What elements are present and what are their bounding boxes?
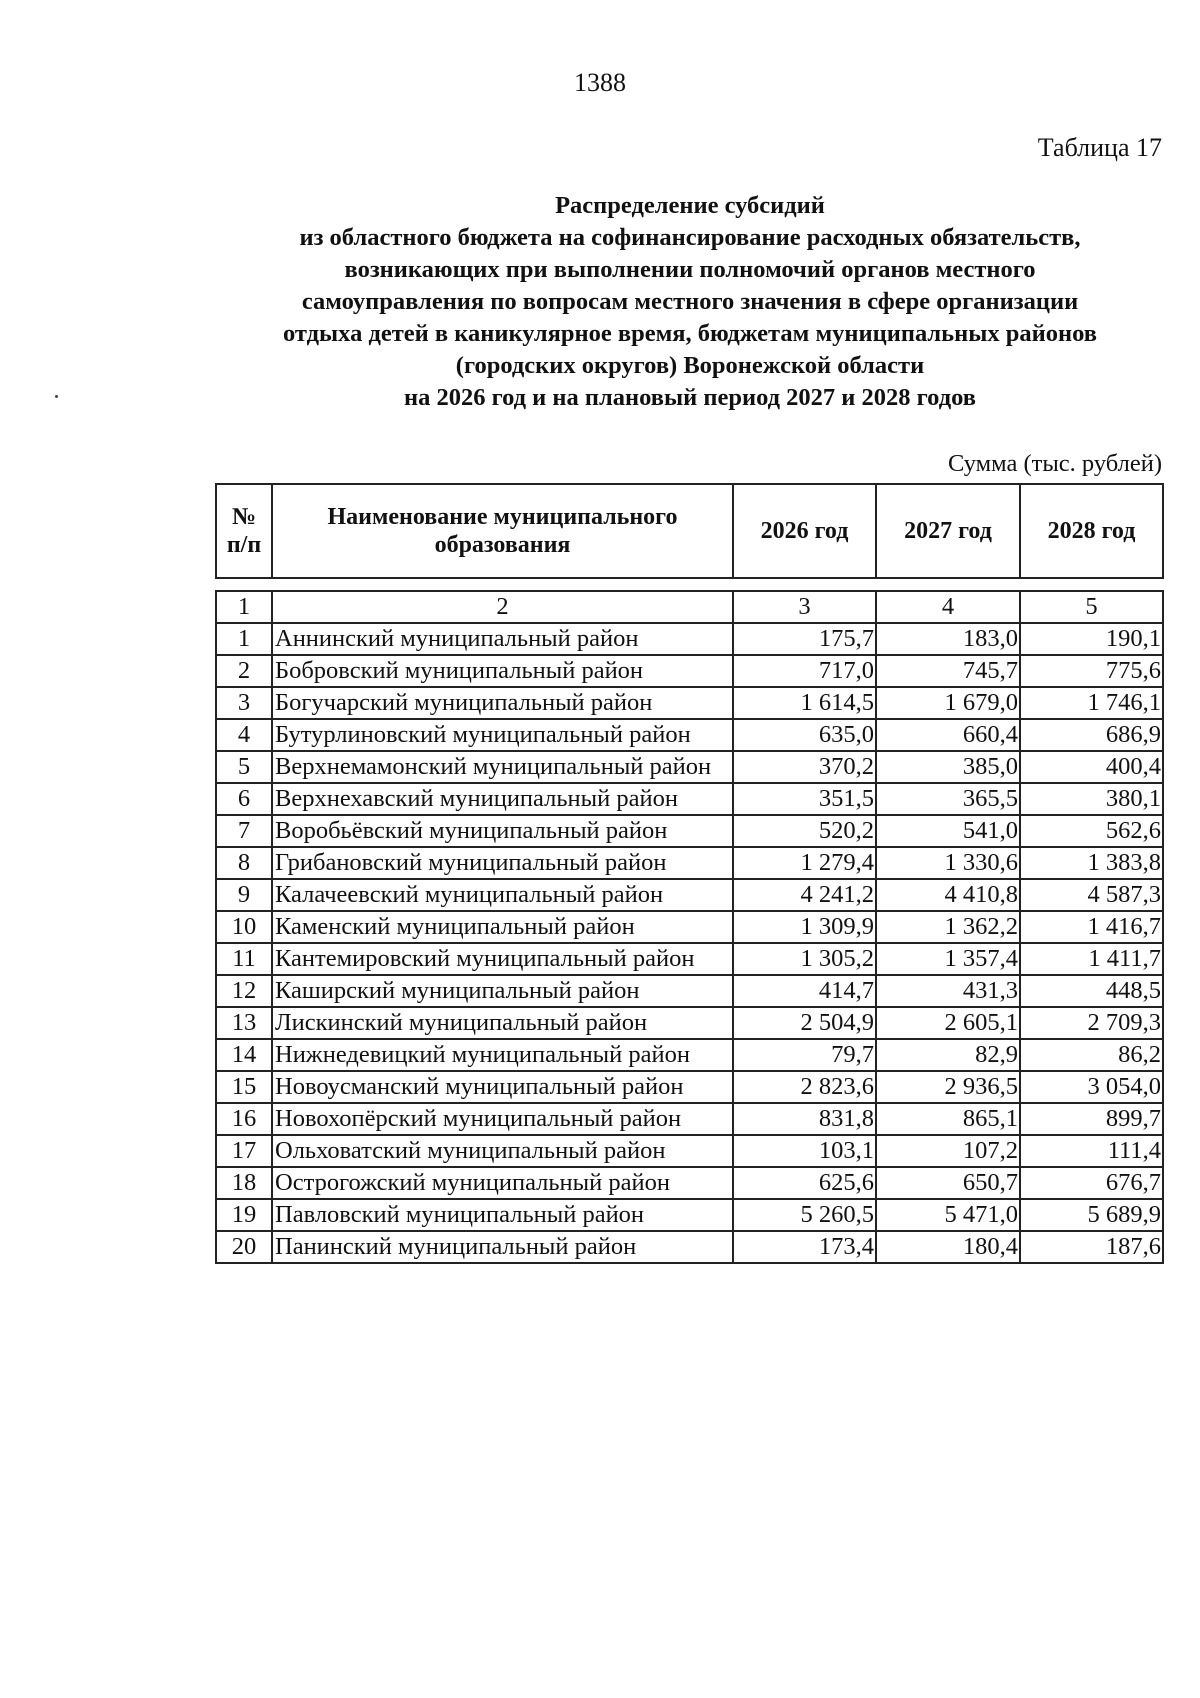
table-row — [216, 783, 1163, 815]
document-title — [170, 190, 1200, 414]
header-number-line2: п/п — [226, 532, 262, 558]
title-line: отдыха детей в каникулярное время, бюджетам муниципальных районов — [282, 320, 1097, 347]
value-2027: 4 410,8 — [876, 879, 1020, 911]
municipality-name: Панинский муниципальный район — [272, 1231, 733, 1263]
header-2027: 2027 год — [876, 484, 1020, 578]
municipality-name: Верхнемамонский муниципальный район — [272, 751, 733, 783]
municipality-name: Лискинский муниципальный район — [272, 1007, 733, 1039]
title-line: возникающих при выполнении полномочий органов местного — [344, 256, 1036, 283]
row-number: 6 — [216, 783, 272, 815]
row-number: 11 — [216, 943, 272, 975]
row-number: 10 — [216, 911, 272, 943]
municipality-name: Богучарский муниципальный район — [272, 687, 733, 719]
value-2028: 4 587,3 — [1020, 879, 1163, 911]
value-2026: 1 614,5 — [733, 687, 876, 719]
value-2026: 4 241,2 — [733, 879, 876, 911]
value-2027: 180,4 — [876, 1231, 1020, 1263]
table-row — [216, 911, 1163, 943]
table-row — [216, 975, 1163, 1007]
column-number-row — [216, 591, 1163, 623]
table-row — [216, 1135, 1163, 1167]
value-2027: 1 330,6 — [876, 847, 1020, 879]
value-2026: 625,6 — [733, 1167, 876, 1199]
row-number: 20 — [216, 1231, 272, 1263]
value-2026: 5 260,5 — [733, 1199, 876, 1231]
title-line: на 2026 год и на плановый период 2027 и 2028 годов — [403, 384, 976, 411]
municipality-name: Верхнехавский муниципальный район — [272, 783, 733, 815]
column-number: 4 — [876, 591, 1020, 623]
page-number: 1388 — [574, 68, 626, 97]
row-number: 13 — [216, 1007, 272, 1039]
value-2028: 190,1 — [1020, 623, 1163, 655]
column-number: 5 — [1020, 591, 1163, 623]
title-line: Распределение субсидий — [555, 192, 825, 219]
value-2026: 1 279,4 — [733, 847, 876, 879]
municipality-name: Новохопёрский муниципальный район — [272, 1103, 733, 1135]
value-2028: 5 689,9 — [1020, 1199, 1163, 1231]
value-2027: 82,9 — [876, 1039, 1020, 1071]
row-number: 17 — [216, 1135, 272, 1167]
title-line: самоуправления по вопросам местного значения в сфере организации — [301, 288, 1079, 315]
value-2028: 1 746,1 — [1020, 687, 1163, 719]
value-2027: 1 357,4 — [876, 943, 1020, 975]
value-2026: 370,2 — [733, 751, 876, 783]
value-2027: 745,7 — [876, 655, 1020, 687]
municipality-name: Каменский муниципальный район — [272, 911, 733, 943]
municipality-name: Кантемировский муниципальный район — [272, 943, 733, 975]
value-2026: 635,0 — [733, 719, 876, 751]
table-row — [216, 1103, 1163, 1135]
value-2026: 103,1 — [733, 1135, 876, 1167]
municipality-name: Нижнедевицкий муниципальный район — [272, 1039, 733, 1071]
header-name-line1: Наименование муниципального — [327, 504, 678, 530]
value-2026: 520,2 — [733, 815, 876, 847]
row-number: 19 — [216, 1199, 272, 1231]
value-2027: 1 362,2 — [876, 911, 1020, 943]
table-row — [216, 1007, 1163, 1039]
value-2027: 541,0 — [876, 815, 1020, 847]
value-2028: 400,4 — [1020, 751, 1163, 783]
row-number: 15 — [216, 1071, 272, 1103]
table-row — [216, 687, 1163, 719]
municipality-name: Павловский муниципальный район — [272, 1199, 733, 1231]
municipality-name: Ольховатский муниципальный район — [272, 1135, 733, 1167]
header-2026: 2026 год — [733, 484, 876, 578]
value-2027: 183,0 — [876, 623, 1020, 655]
value-2027: 1 679,0 — [876, 687, 1020, 719]
value-2027: 650,7 — [876, 1167, 1020, 1199]
value-2028: 380,1 — [1020, 783, 1163, 815]
row-number: 1 — [216, 623, 272, 655]
table-row — [216, 1039, 1163, 1071]
title-line: (городских округов) Воронежской области — [455, 352, 925, 379]
table-row — [216, 1071, 1163, 1103]
value-2028: 187,6 — [1020, 1231, 1163, 1263]
table-row — [216, 1199, 1163, 1231]
header-name-line2: образования — [434, 532, 571, 558]
value-2027: 5 471,0 — [876, 1199, 1020, 1231]
value-2027: 107,2 — [876, 1135, 1020, 1167]
table-row — [216, 1167, 1163, 1199]
row-number: 8 — [216, 847, 272, 879]
value-2026: 2 504,9 — [733, 1007, 876, 1039]
header-2028: 2028 год — [1020, 484, 1163, 578]
value-2028: 448,5 — [1020, 975, 1163, 1007]
row-number: 9 — [216, 879, 272, 911]
scan-dot — [55, 395, 58, 398]
municipality-name: Аннинский муниципальный район — [272, 623, 733, 655]
value-2026: 79,7 — [733, 1039, 876, 1071]
row-number: 4 — [216, 719, 272, 751]
table-label: Таблица 17 — [1037, 133, 1162, 162]
value-2028: 899,7 — [1020, 1103, 1163, 1135]
row-number: 3 — [216, 687, 272, 719]
table-header — [215, 483, 1164, 579]
table-row — [216, 719, 1163, 751]
value-2028: 775,6 — [1020, 655, 1163, 687]
row-number: 5 — [216, 751, 272, 783]
municipality-name: Бутурлиновский муниципальный район — [272, 719, 733, 751]
value-2026: 175,7 — [733, 623, 876, 655]
column-number: 3 — [733, 591, 876, 623]
value-2027: 2 936,5 — [876, 1071, 1020, 1103]
table-row — [216, 879, 1163, 911]
value-2026: 831,8 — [733, 1103, 876, 1135]
row-number: 7 — [216, 815, 272, 847]
header-number — [216, 484, 272, 578]
value-2027: 2 605,1 — [876, 1007, 1020, 1039]
value-2027: 385,0 — [876, 751, 1020, 783]
table-row — [216, 943, 1163, 975]
municipality-name: Каширский муниципальный район — [272, 975, 733, 1007]
value-2028: 1 416,7 — [1020, 911, 1163, 943]
value-2026: 2 823,6 — [733, 1071, 876, 1103]
value-2028: 1 383,8 — [1020, 847, 1163, 879]
table-row — [216, 623, 1163, 655]
table-row — [216, 1231, 1163, 1263]
units-label: Сумма (тыс. рублей) — [947, 450, 1162, 477]
header-name — [272, 484, 733, 578]
value-2026: 1 305,2 — [733, 943, 876, 975]
column-number: 1 — [216, 591, 272, 623]
row-number: 12 — [216, 975, 272, 1007]
table-row — [216, 751, 1163, 783]
value-2026: 173,4 — [733, 1231, 876, 1263]
value-2027: 660,4 — [876, 719, 1020, 751]
value-2027: 431,3 — [876, 975, 1020, 1007]
header-number-line1: № — [231, 504, 257, 530]
table-row — [216, 655, 1163, 687]
row-number: 14 — [216, 1039, 272, 1071]
row-number: 2 — [216, 655, 272, 687]
title-line: из областного бюджета на софинансирование расходных обязательств, — [299, 224, 1081, 251]
municipality-name: Бобровский муниципальный район — [272, 655, 733, 687]
value-2028: 3 054,0 — [1020, 1071, 1163, 1103]
value-2028: 562,6 — [1020, 815, 1163, 847]
value-2026: 1 309,9 — [733, 911, 876, 943]
value-2028: 1 411,7 — [1020, 943, 1163, 975]
value-2028: 686,9 — [1020, 719, 1163, 751]
value-2026: 414,7 — [733, 975, 876, 1007]
row-number: 18 — [216, 1167, 272, 1199]
municipality-name: Острогожский муниципальный район — [272, 1167, 733, 1199]
table-row — [216, 815, 1163, 847]
value-2026: 717,0 — [733, 655, 876, 687]
value-2028: 111,4 — [1020, 1135, 1163, 1167]
value-2026: 351,5 — [733, 783, 876, 815]
municipality-name: Калачеевский муниципальный район — [272, 879, 733, 911]
municipality-name: Новоусманский муниципальный район — [272, 1071, 733, 1103]
value-2028: 86,2 — [1020, 1039, 1163, 1071]
value-2028: 2 709,3 — [1020, 1007, 1163, 1039]
value-2027: 365,5 — [876, 783, 1020, 815]
row-number: 16 — [216, 1103, 272, 1135]
value-2027: 865,1 — [876, 1103, 1020, 1135]
municipality-name: Воробьёвский муниципальный район — [272, 815, 733, 847]
table-row — [216, 847, 1163, 879]
municipality-name: Грибановский муниципальный район — [272, 847, 733, 879]
data-table — [215, 590, 1164, 1264]
column-number: 2 — [272, 591, 733, 623]
value-2028: 676,7 — [1020, 1167, 1163, 1199]
